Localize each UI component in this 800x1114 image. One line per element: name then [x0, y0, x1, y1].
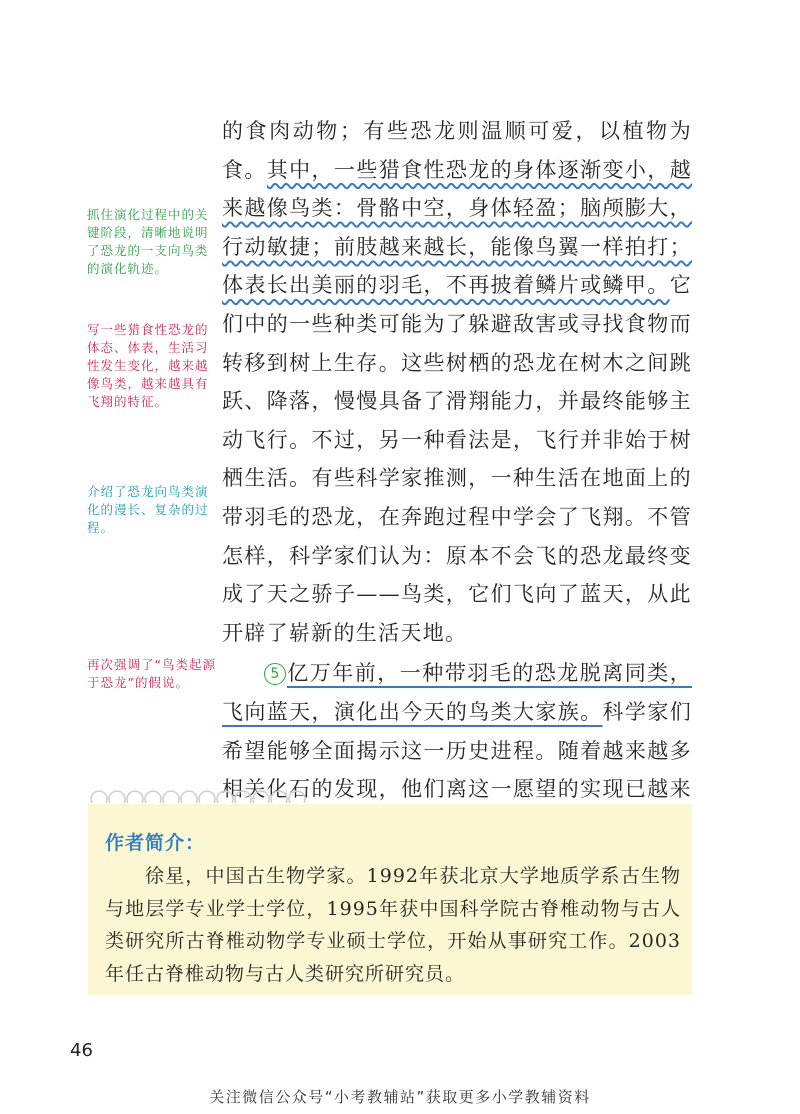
main-text [222, 112, 692, 847]
paragraph-4-text-end: 它们中的一些种类可能为了躲避敌害或寻找食物而转移到树上生存。这些树栖的恐龙在树木之间跳跃、降落，慢慢具备了滑翔能力，并最终能够主动飞行。不过，另一种看法是，飞行并非始于树栖生活。有些科学家推测，一种生活在地面上的带羽毛的恐龙，在奔跑过程中学会了飞翔。不管怎样，科学家们认为：原本不会飞的恐龙最终变成了天之骄子——鸟类，它们飞向了蓝天，从此开辟了崭新的生活天地。 [222, 273, 692, 645]
paragraph-4-text-start: 的食肉动物；有些恐龙则温顺可爱，以植物为食。 [222, 119, 692, 182]
author-intro-title: 作者简介： [105, 832, 206, 854]
paragraph-4 [222, 112, 692, 652]
side-note-red-2: 再次强调了“鸟类起源于恐龙”的假说。 [87, 657, 216, 690]
page-number: 46 [70, 1040, 93, 1061]
footer-watermark-text: 关注微信公众号“小考教辅站”获取更多小学教辅资料 [209, 1088, 591, 1106]
side-note-blue: 介绍了恐龙向鸟类演化的漫长、复杂的过程。 [87, 484, 209, 535]
side-note-green: 抓住演化过程中的关键阶段，清晰地说明了恐龙的一支向鸟类的演化轨迹。 [87, 207, 209, 276]
author-intro-body: 徐星，中国古生物学家。1992年获北京大学地质学系古生物与地层学专业学士学位，1995年获中国科学院古脊椎动物与古人类研究所古脊椎动物学专业硕士学位，开始从事研究工作。2003年任古脊椎动物与古人类研究所研究员。 [105, 865, 681, 985]
author-intro-box [88, 804, 692, 995]
side-note-red-1: 写一些猎食性恐龙的体态、体表，生活习性发生变化，越来越像鸟类，越来越具有飞翔的特征。 [87, 322, 209, 409]
paragraph-number-badge: 5 [264, 663, 286, 685]
underlined-text: 亿万年前，一种带羽毛的恐龙脱离同类，飞向蓝天，演化出今天的鸟类大家族。 [222, 661, 692, 724]
wavy-underlined-text: 其中，一些猎食性恐龙的身体逐渐变小，越来越像鸟类：骨骼中空，身体轻盈；脑颅膨大，行动敏捷；前肢越来越长，能像鸟翼一样拍打；体表长出美丽的羽毛，不再披着鳞片或鳞甲。 [222, 157, 692, 298]
paragraph-5-text-end: 科学家们希望能够全面揭示这一历史进程。随着越来越多相关化石的发现，他们离这一愿望的实现已越来 [222, 699, 692, 802]
